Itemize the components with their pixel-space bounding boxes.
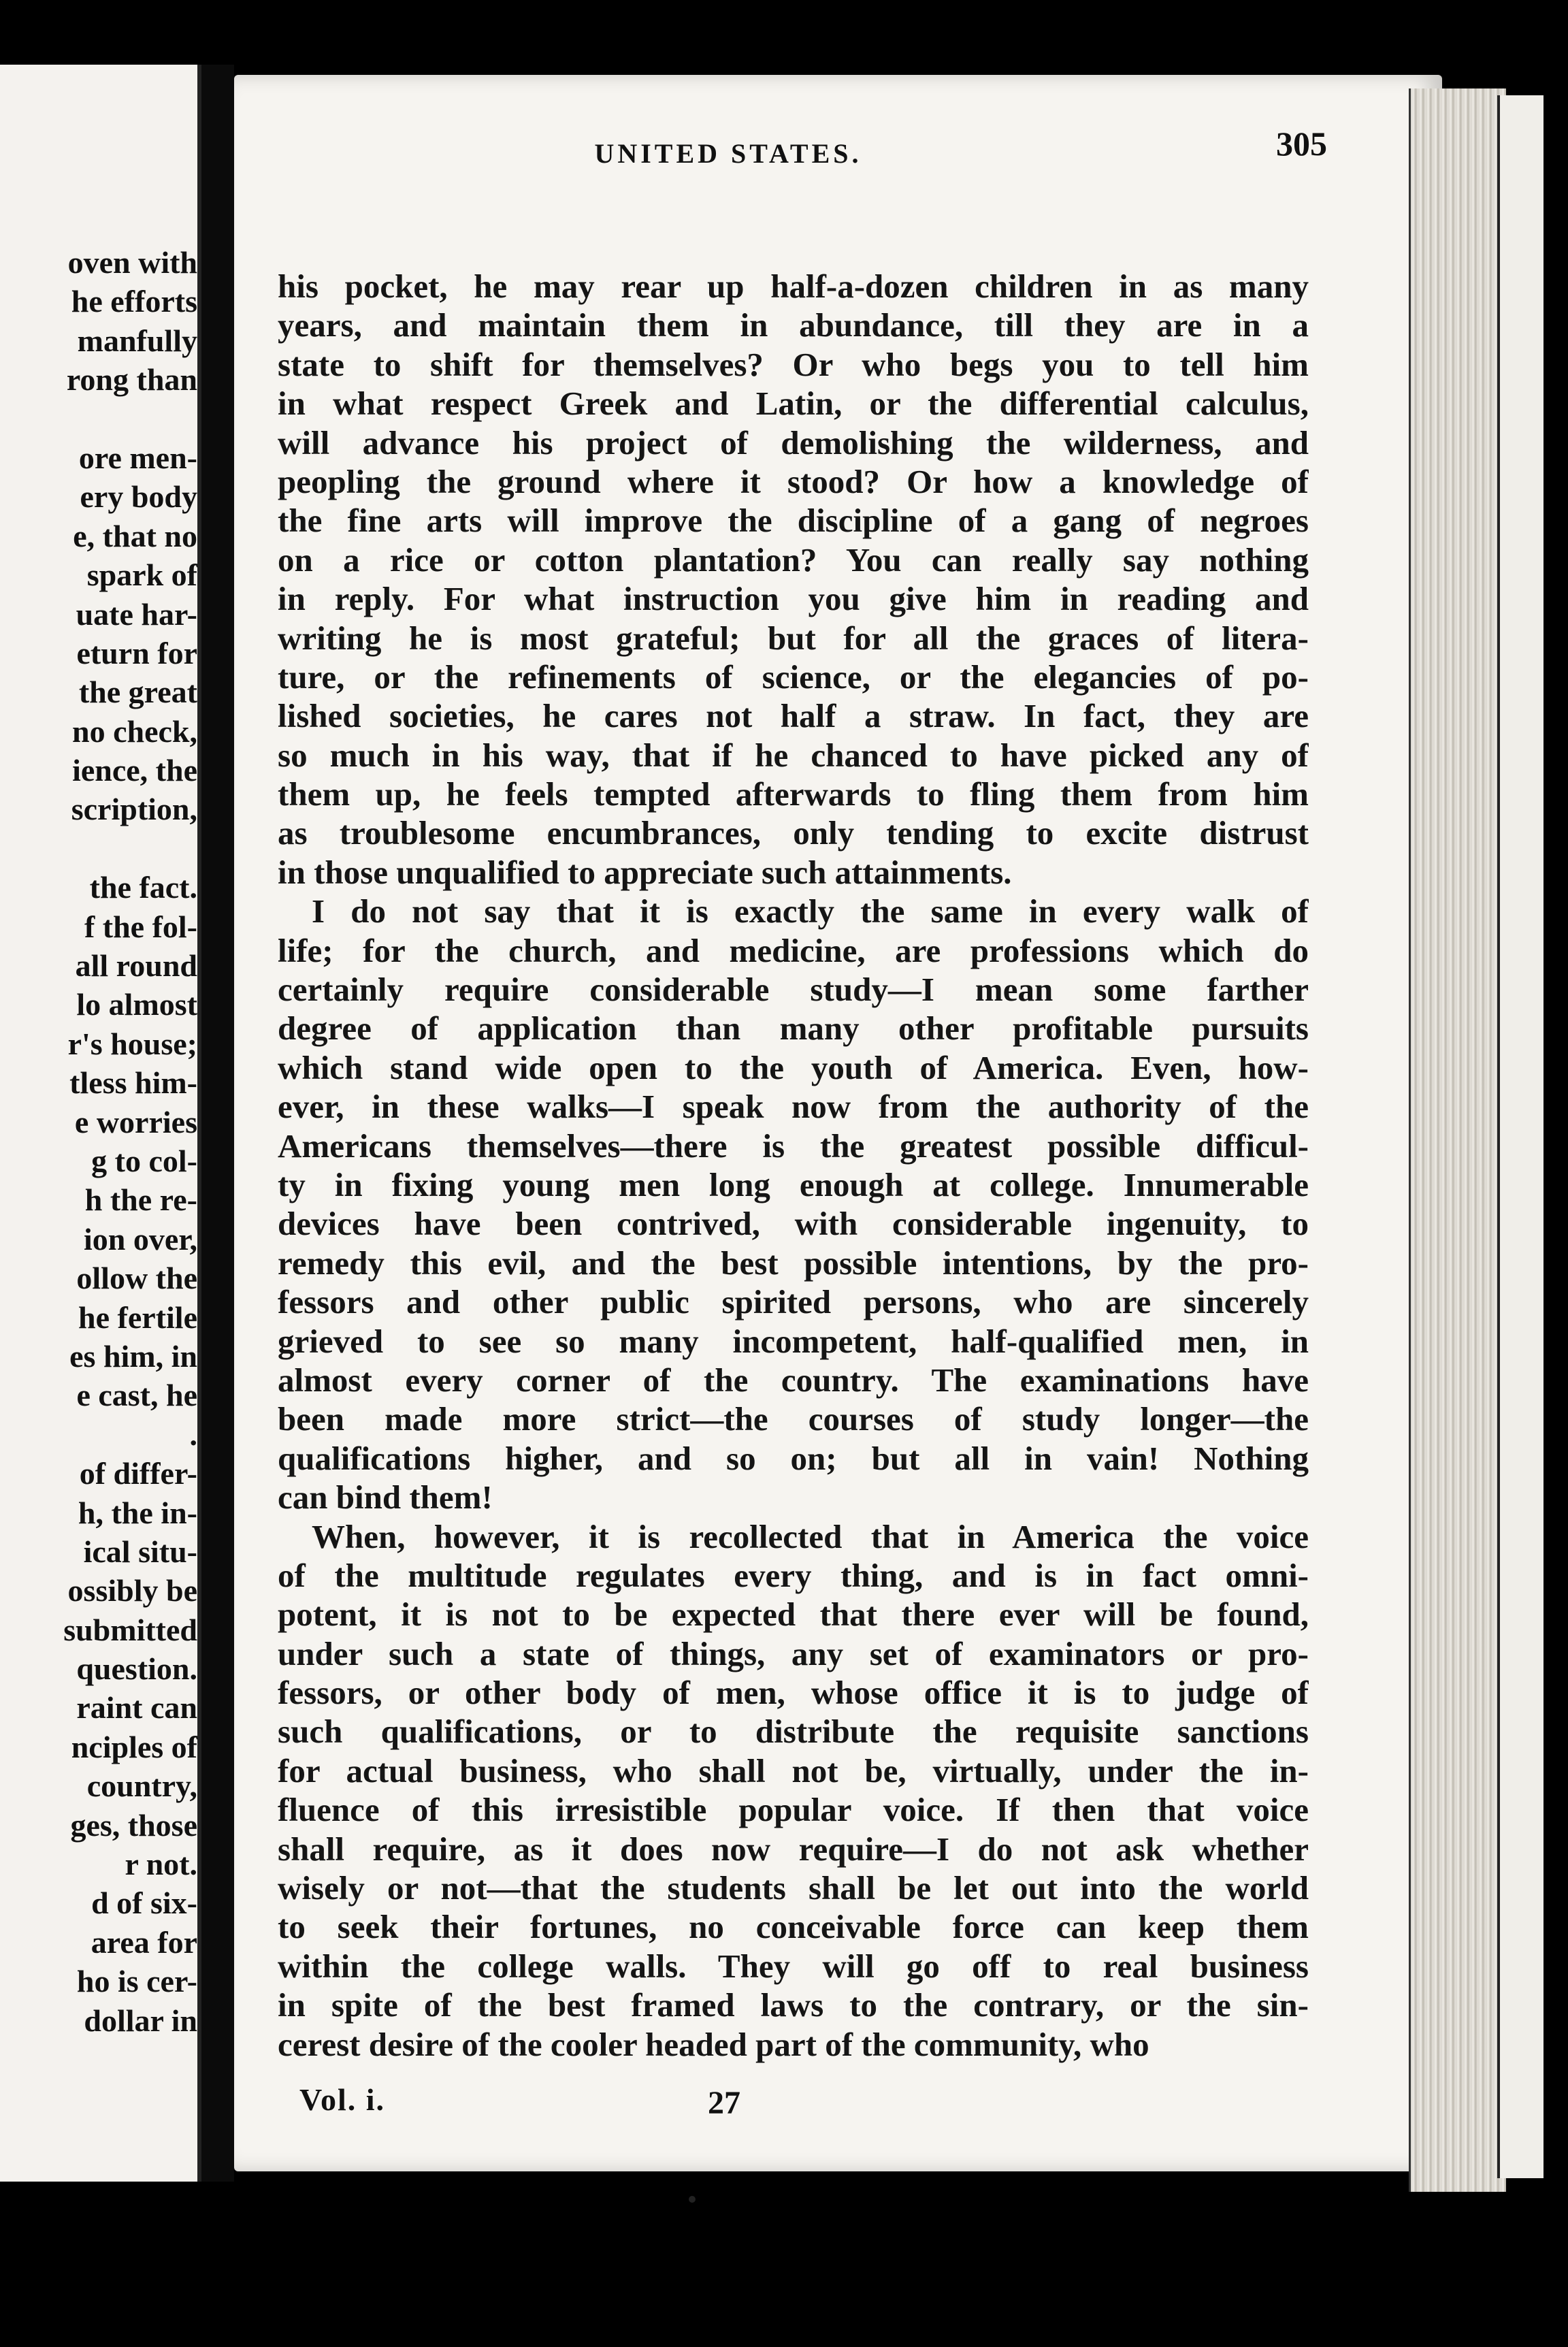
text-line: in spite of the best framed laws to the contrary, or the sin- [278,1986,1309,2024]
text-line: grieved to see so many incompetent, half-qualified men, in [278,1322,1309,1360]
left-page-fragment [0,65,201,2182]
text-line: ever, in these walks—I speak now from the authority of the [278,1088,1309,1126]
left-page-text-column [0,243,197,2040]
text-line: in those unqualified to appreciate such attainments. [278,853,1012,891]
left-page-line: no check, [72,713,197,749]
left-page-line: ery body [80,479,197,515]
paragraph [278,892,1309,1517]
left-page-line: ossibly be [67,1573,197,1608]
text-line: on a rice or cotton plantation? You can really say nothing [278,540,1309,579]
left-page-line: he efforts [71,284,197,319]
left-page-line: e worries [74,1104,197,1139]
left-page-line: raint can [76,1690,197,1726]
text-line: potent, it is not to be expected that there ever will be found, [278,1596,1309,1634]
left-page-line: submitted [63,1612,197,1647]
text-line: fessors, or other body of men, whose office it is to judge of [278,1674,1309,1712]
text-line: devices have been contrived, with considerable ingenuity, to [278,1205,1309,1243]
left-page-line: h the re- [84,1182,197,1218]
left-page-line: ho is cer- [76,1964,197,1999]
left-page-line: ical situ- [83,1534,197,1569]
text-line: so much in his way, that if he chanced to have picked any of [278,736,1309,774]
left-page-line: e cast, he [76,1378,197,1413]
book-gutter [201,65,234,2182]
left-page-line: scription, [71,792,197,827]
left-page-line: f the fol- [84,909,197,944]
left-page-line: oven with [67,245,197,280]
text-line: will advance his project of demolishing the wilderness, and [278,423,1309,462]
left-page-line: r not. [125,1847,197,1882]
left-page-line: country, [86,1768,197,1804]
text-line: within the college walls. They will go off to real business [278,1947,1309,1985]
text-line: Americans themselves—there is the greatest possible difficul- [278,1127,1309,1165]
left-page-line: uate har- [76,596,197,632]
left-page-line: of differ- [79,1456,197,1491]
left-page-line: ion over, [84,1221,197,1257]
left-page-line: g to col- [91,1143,197,1178]
text-line: I do not say that it is exactly the same in every walk of [312,892,1309,930]
text-line: been made more strict—the courses of study longer—the [278,1400,1309,1438]
back-cover-edge [1497,95,1544,2178]
signature-mark: 27 [708,2085,740,2121]
left-page-line: all round [75,948,197,984]
left-page-line: d of six- [91,1885,197,1921]
left-page-line: dollar in [84,2003,197,2038]
text-line: years, and maintain them in abundance, till they are in a [278,306,1309,344]
left-page-line: spark of [86,557,197,593]
text-line: ty in fixing young men long enough at college. Innumerable [278,1165,1309,1203]
text-line: fluence of this irresistible popular voice. If then that voice [278,1791,1309,1829]
left-page-line: eturn for [76,635,197,670]
left-page-line: tless him- [69,1065,197,1101]
text-line: writing he is most grateful; but for all the graces of litera- [278,619,1309,657]
text-line: cerest desire of the cooler headed part of the community, who [278,2025,1149,2063]
text-line: them up, he feels tempted afterwards to fling them from him [278,775,1309,813]
text-line: remedy this evil, and the best possible intentions, by the pro- [278,1244,1309,1282]
text-line: ture, or the refinements of science, or the elegancies of po- [278,658,1309,696]
left-page-line: lo almost [76,987,197,1022]
text-line: When, however, it is recollected that in America the voice [312,1517,1309,1555]
text-line: fessors and other public spirited persons, who are sincerely [278,1283,1309,1321]
text-line: peopling the ground where it stood? Or how a knowledge of [278,462,1309,500]
page-number: 305 [1276,125,1327,163]
text-line: of the multitude regulates every thing, and is in fact omni- [278,1556,1309,1594]
left-page-line: manfully [77,323,197,358]
text-line: in what respect Greek and Latin, or the differential calculus, [278,385,1309,423]
text-line: state to shift for themselves? Or who begs you to tell him [278,345,1309,383]
body-text [278,267,1309,2064]
left-page-line: the fact. [89,870,197,905]
left-page-line: h, the in- [78,1495,197,1530]
left-page-line: r's house; [67,1026,197,1061]
text-line: in reply. For what instruction you give him in reading and [278,580,1309,618]
text-line: certainly require considerable study—I mean some farther [278,971,1309,1009]
left-page-line: question. [76,1651,197,1687]
text-line: shall require, as it does now require—I do not ask whether [278,1830,1309,1868]
left-page-line: ollow the [76,1261,197,1296]
text-line: can bind them! [278,1478,493,1517]
paragraph [278,267,1309,892]
text-line: his pocket, he may rear up half-a-dozen children in as many [278,268,1309,305]
left-page-line: area for [91,1924,197,1960]
left-page-line: ience, the [72,753,197,788]
text-line: for actual business, who shall not be, virtually, under the in- [278,1751,1309,1790]
text-line: qualifications higher, and so on; but all in vain! Nothing [278,1439,1309,1477]
left-page-line: ore men- [78,440,197,475]
left-page-line: e, that no [73,518,197,553]
left-page-line: ges, those [70,1807,197,1843]
paragraph [278,1517,1309,2064]
left-page-line: he fertile [78,1299,197,1335]
left-page-line: nciples of [71,1729,197,1764]
text-line: under such a state of things, any set of examinators or pro- [278,1634,1309,1672]
footer-volume: Vol. i. [299,2082,386,2117]
left-page-line: . [189,1417,197,1452]
text-line: such qualifications, or to distribute the requisite sanctions [278,1713,1309,1751]
left-page-line: es him, in [69,1338,197,1374]
text-line: to seek their fortunes, no conceivable force can keep them [278,1908,1309,1946]
text-line: lished societies, he cares not half a straw. In fact, they are [278,697,1309,735]
text-line: as troublesome encumbrances, only tending to excite distrust [278,814,1309,852]
ink-speck [689,2196,696,2203]
text-line: which stand wide open to the youth of America. Even, how- [278,1048,1309,1086]
text-line: life; for the church, and medicine, are professions which do [278,931,1309,969]
left-page-line [0,400,197,438]
text-line: degree of application than many other profitable pursuits [278,1009,1309,1048]
left-page-line: rong than [66,362,197,398]
left-page-line: the great [78,675,197,710]
text-line: the fine arts will improve the discipline of a gang of negroes [278,502,1309,540]
running-head: UNITED STATES. [594,138,862,169]
text-line: almost every corner of the country. The examinations have [278,1361,1309,1399]
page-block-edge [1409,88,1506,2192]
left-page-line [0,829,197,868]
text-line: wisely or not—that the students shall be let out into the world [278,1869,1309,1907]
